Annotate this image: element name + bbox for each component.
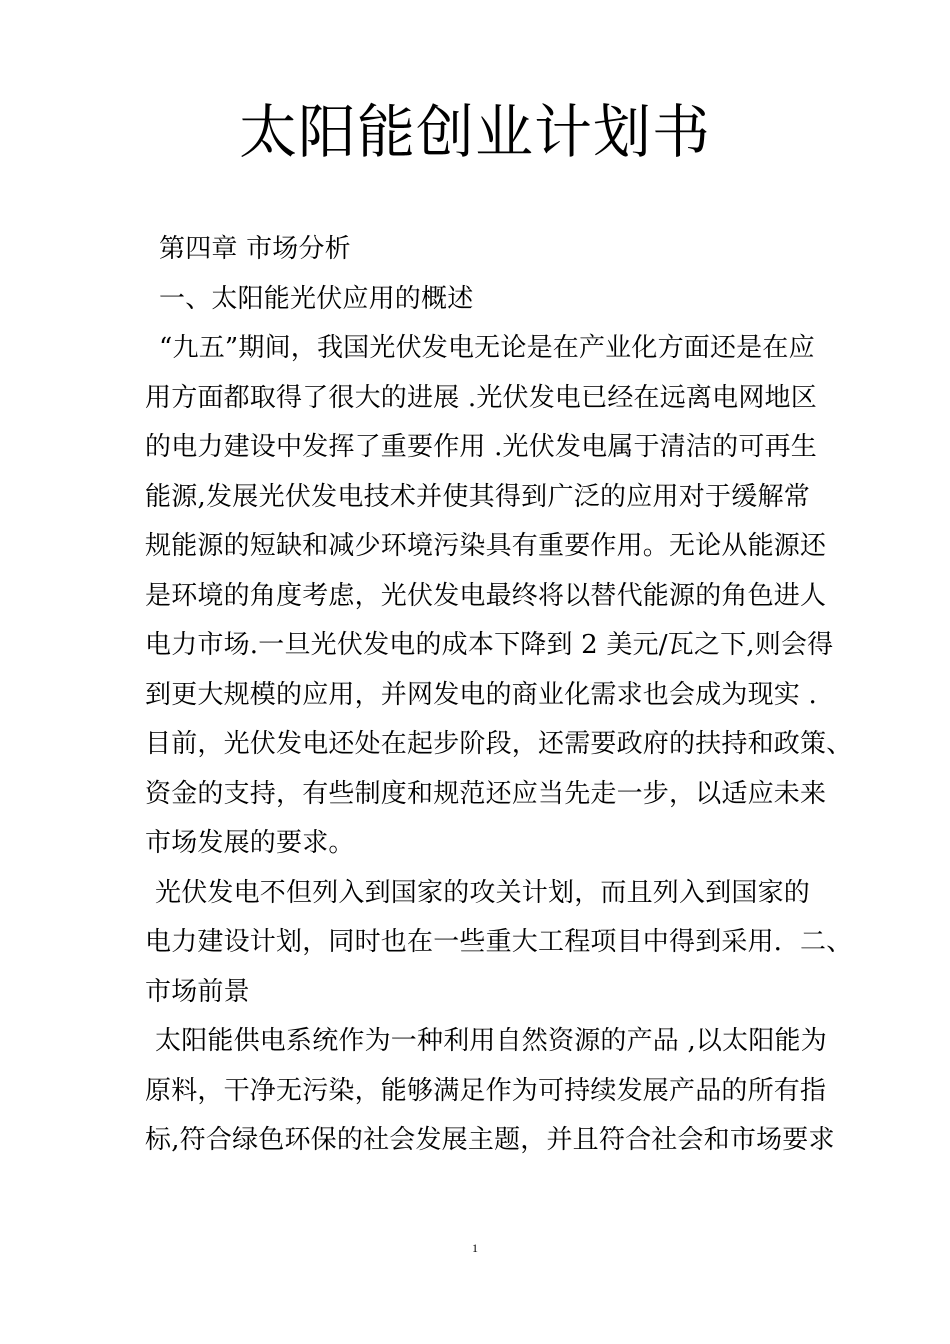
paragraph-line: 的电力建设中发挥了重要作用 .光伏发电属于清洁的可再生 [145,432,817,462]
paragraph-line: 太阳能供电系统作为一种利用自然资源的产品 ,以太阳能为 [155,1026,827,1056]
paragraph-line: 电力建设计划，同时也在一些重大工程项目中得到采用．二、 [145,927,853,957]
paragraph-line: 是环境的角度考虑，光伏发电最终将以替代能源的角色进人 [145,580,827,611]
paragraph-line: 光伏发电不但列入到国家的攻关计划，而且列入到国家的 [155,877,811,908]
page-number: 1 [472,1241,478,1255]
section-heading: 一、太阳能光伏应用的概述 [159,283,474,314]
paragraph-line: 目前，光伏发电还处在起步阶段，还需要政府的扶持和政策、 [145,729,853,759]
document-body [145,225,853,1166]
chapter-heading: 第四章 市场分析 [159,234,351,264]
document-title: 太阳能创业计划书 [238,98,711,166]
section-heading: 市场前景 [145,976,250,1007]
paragraph-line: 到更大规模的应用，并网发电的商业化需求也会成为现实 . [145,679,817,710]
paragraph-line: 市场发展的要求。 [145,828,355,858]
paragraph-line: 规能源的短缺和减少环境污染具有重要作用。无论从能源还 [145,531,827,561]
paragraph-line: 资金的支持，有些制度和规范还应当先走一步，以适应未来 [145,778,827,809]
paragraph-line: “九五”期间，我国光伏发电无论是在产业化方面还是在应 [159,333,815,363]
paragraph-line: 电力市场.一旦光伏发电的成本下降到 2 美元/瓦之下,则会得 [145,630,834,660]
paragraph-line: 用方面都取得了很大的进展 .光伏发电已经在远离电网地区 [145,382,817,413]
paragraph-line: 原料，干净无污染，能够满足作为可持续发展产品的所有指 [145,1075,827,1106]
paragraph-line: 能源,发展光伏发电技术并使其得到广泛的应用对于缓解常 [145,481,810,512]
paragraph-line: 标,符合绿色环保的社会发展主题，并且符合社会和市场要求 [145,1125,835,1155]
